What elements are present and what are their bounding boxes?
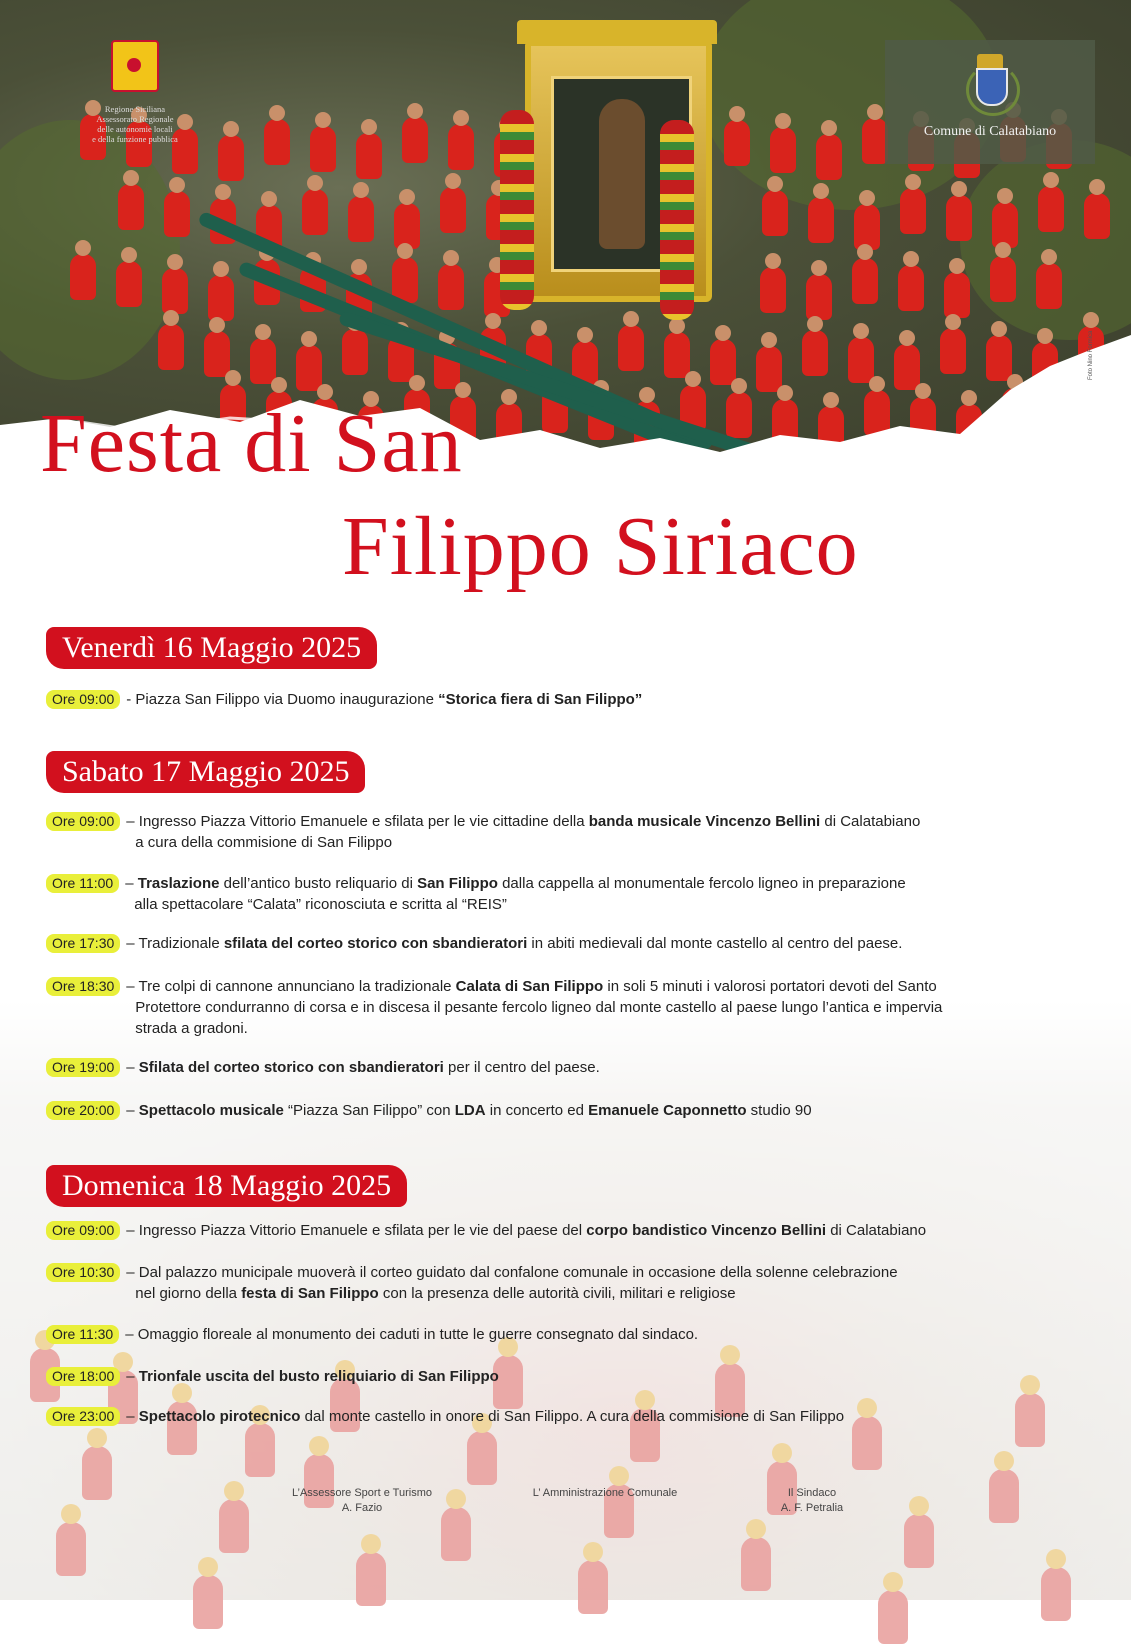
event-text: – Ingresso Piazza Vittorio Emanuele e sfilata per le vie cittadine della: [126, 813, 589, 830]
event-time-badge: Ore 19:00: [46, 1058, 120, 1077]
event-row: [46, 1100, 1106, 1121]
comune-logo: [885, 40, 1095, 164]
saint-bust: [599, 99, 645, 249]
title-line-2: Filippo Siriaco: [342, 500, 859, 593]
event-row: [46, 1262, 1106, 1304]
event-time-badge: Ore 09:00: [46, 812, 120, 831]
event-line: [126, 976, 942, 997]
event-description: [125, 873, 905, 915]
event-line: [126, 1406, 844, 1427]
event-line: [125, 873, 905, 894]
event-description: [126, 689, 642, 710]
municipal-crest-icon: [964, 50, 1016, 112]
faded-figure: [245, 1423, 275, 1477]
event-text: –: [125, 875, 138, 892]
bearer-figure: [356, 133, 382, 179]
event-time-badge: Ore 20:00: [46, 1101, 120, 1120]
bearer-figure: [898, 265, 924, 311]
event-text-bold: Trionfale uscita del busto reliquiario di San Filippo: [138, 1368, 499, 1385]
event-line: [126, 832, 920, 853]
day-heading: Domenica 18 Maggio 2025: [46, 1165, 407, 1207]
bearer-head: [765, 253, 781, 269]
bearer-head: [261, 191, 277, 207]
title-line-1: Festa di San: [40, 397, 463, 490]
bearer-figure: [854, 204, 880, 250]
bearer-head: [121, 247, 137, 263]
bearer-figure: [348, 196, 374, 242]
flower-garland: [500, 110, 534, 310]
event-text: – Tradizionale: [126, 935, 224, 952]
event-text: – Dal palazzo municipale muoverà il corteo guidato dal confalone comunale in occasione della solenne celebrazione: [126, 1264, 898, 1281]
bearer-head: [813, 183, 829, 199]
bearer-head: [351, 259, 367, 275]
bearer-figure: [162, 268, 188, 314]
faded-figure-head: [746, 1519, 766, 1539]
event-text: a cura della commisione di San Filippo: [135, 834, 393, 851]
faded-figure: [356, 1552, 386, 1606]
event-text: –: [126, 1059, 139, 1076]
event-description: [126, 1406, 844, 1427]
bearer-figure: [990, 256, 1016, 302]
event-text-bold: Traslazione: [137, 875, 220, 892]
event-text: –: [126, 1408, 139, 1425]
event-description: [126, 1057, 600, 1078]
photo-credit: Foto Nino Formica: [1088, 330, 1094, 380]
event-text: studio 90: [746, 1102, 812, 1119]
event-row: [46, 873, 1106, 915]
event-row: [46, 1057, 1106, 1078]
bearer-figure: [770, 127, 796, 173]
bearer-head: [169, 177, 185, 193]
event-description: [126, 811, 920, 853]
event-description: [126, 976, 942, 1039]
bearer-figure: [448, 124, 474, 170]
event-row: [46, 1406, 1106, 1427]
signature-assessore: L’Assessore Sport e Turismo A. Fazio: [291, 1487, 432, 1514]
event-row: [46, 689, 1106, 710]
bearer-figure: [310, 126, 336, 172]
bearer-head: [123, 170, 139, 186]
bearer-head: [867, 104, 883, 120]
bearer-head: [903, 251, 919, 267]
event-text: – Ingresso Piazza Vittorio Emanuele e sfilata per le vie del paese del: [126, 1222, 587, 1239]
bearer-head: [445, 173, 461, 189]
event-text-bold: Emanuele Caponnetto: [588, 1102, 747, 1119]
bearer-head: [811, 260, 827, 276]
bearer-head: [75, 240, 91, 256]
event-text-bold: Spettacolo musicale: [138, 1102, 284, 1119]
faded-figure-head: [583, 1542, 603, 1562]
faded-figure: [878, 1590, 908, 1644]
bearer-head: [1041, 249, 1057, 265]
bearer-figure: [944, 272, 970, 318]
event-line: [126, 1283, 897, 1304]
signature-amministrazione: L’ Amministrazione Comunale: [532, 1487, 678, 1499]
event-text: – Omaggio floreale al monumento dei caduti in tutte le guerre consegnato dal sindaco.: [125, 1326, 699, 1343]
faded-figure: [56, 1522, 86, 1576]
event-text-bold: banda musicale Vincenzo Bellini: [588, 813, 821, 830]
event-line: [126, 1366, 499, 1387]
event-text: con la presenza delle autorità civili, militari e religiose: [378, 1285, 736, 1302]
bearer-figure: [946, 195, 972, 241]
bearer-head: [905, 174, 921, 190]
event-text: dell’antico busto reliquario di: [219, 875, 418, 892]
bearer-figure: [394, 203, 420, 249]
event-text: “Piazza San Filippo” con: [283, 1102, 455, 1119]
event-description: [126, 1262, 897, 1304]
bearer-head: [399, 189, 415, 205]
event-line: [126, 689, 642, 710]
bearer-head: [997, 188, 1013, 204]
bearer-figure: [164, 191, 190, 237]
event-time-badge: Ore 09:00: [46, 1221, 120, 1240]
bearer-head: [213, 261, 229, 277]
event-row: [46, 1324, 1106, 1345]
flower-garland: [660, 120, 694, 320]
bearer-head: [397, 243, 413, 259]
faded-figure-head: [883, 1572, 903, 1592]
event-line: [126, 1220, 926, 1241]
faded-figure-head: [720, 1345, 740, 1365]
event-time-badge: Ore 09:00: [46, 690, 120, 709]
event-text: in concerto ed: [485, 1102, 589, 1119]
bearer-figure: [440, 187, 466, 233]
faded-figure-head: [994, 1451, 1014, 1471]
bearer-head: [215, 184, 231, 200]
event-line: [126, 997, 942, 1018]
trinacria-icon: [111, 40, 159, 92]
faded-figure: [1041, 1567, 1071, 1621]
event-row: [46, 976, 1106, 1039]
bearer-head: [767, 176, 783, 192]
event-line: [126, 1057, 600, 1078]
regione-siciliana-logo: [70, 40, 200, 144]
bearer-figure: [724, 120, 750, 166]
event-text-bold: LDA: [454, 1102, 486, 1119]
bearer-head: [167, 254, 183, 270]
event-text-bold: “Storica fiera di San Filippo”: [438, 691, 643, 708]
event-line: [126, 811, 920, 832]
bearer-head: [407, 103, 423, 119]
bearer-figure: [808, 197, 834, 243]
bearer-figure: [762, 190, 788, 236]
bearer-head: [163, 310, 179, 326]
event-text: –: [126, 1102, 139, 1119]
bearer-head: [315, 112, 331, 128]
event-text: – Tre colpi di cannone annunciano la tradizionale: [126, 978, 456, 995]
bearer-head: [775, 113, 791, 129]
regione-text: Regione Siciliana Assessorato Regionale delle autonomie locali e della funzione pubblica: [92, 104, 178, 144]
event-line: [126, 933, 902, 954]
faded-figure-head: [909, 1496, 929, 1516]
event-text-bold: corpo bandistico Vincenzo Bellini: [586, 1222, 827, 1239]
bearer-head: [951, 181, 967, 197]
bearer-head: [729, 106, 745, 122]
comune-name: Comune di Calatabiano: [923, 124, 1057, 139]
event-line: [126, 1262, 897, 1283]
event-text: alla spettacolare “Calata” riconosciuta e scritta al “REIS”: [134, 896, 507, 913]
bearer-head: [1083, 312, 1099, 328]
event-text: di Calatabiano: [820, 813, 921, 830]
bearer-figure: [1038, 186, 1064, 232]
bearer-figure: [402, 117, 428, 163]
faded-figure-head: [1046, 1549, 1066, 1569]
bearer-head: [353, 182, 369, 198]
bearer-figure: [1084, 193, 1110, 239]
faded-figure-head: [772, 1443, 792, 1463]
bearer-head: [949, 258, 965, 274]
day-heading: Venerdì 16 Maggio 2025: [46, 627, 377, 669]
bearer-figure: [116, 261, 142, 307]
faded-figure: [989, 1469, 1019, 1523]
bearer-head: [269, 105, 285, 121]
faded-figure: [904, 1514, 934, 1568]
bearer-head: [453, 110, 469, 126]
event-row: [46, 1366, 1106, 1387]
bearer-figure: [1036, 263, 1062, 309]
event-row: [46, 1220, 1106, 1241]
bearer-figure: [992, 202, 1018, 248]
bearer-head: [361, 119, 377, 135]
faded-figure: [219, 1499, 249, 1553]
bearer-figure: [438, 264, 464, 310]
bearer-head: [485, 313, 501, 329]
event-description: [126, 1100, 811, 1121]
faded-figure: [467, 1431, 497, 1485]
faded-figure-head: [198, 1557, 218, 1577]
event-time-badge: Ore 10:30: [46, 1263, 120, 1282]
faded-figure-head: [609, 1466, 629, 1486]
event-text: Protettore condurranno di corsa e in discesa il pesante fercolo ligneo dal monte castello al paese lungo l’antica e impervia: [135, 999, 943, 1016]
event-description: [125, 1324, 698, 1345]
event-text: nel giorno della: [135, 1285, 242, 1302]
event-text-bold: Sfilata del corteo storico con sbandieratori: [138, 1059, 444, 1076]
bearer-figure: [806, 274, 832, 320]
bearer-figure: [118, 184, 144, 230]
faded-figure-head: [224, 1481, 244, 1501]
bearer-head: [307, 175, 323, 191]
event-time-badge: Ore 11:00: [46, 874, 119, 893]
event-line: [125, 1324, 698, 1345]
event-text: in soli 5 minuti i valorosi portatori devoti del Santo: [603, 978, 937, 995]
event-text: di Calatabiano: [826, 1222, 927, 1239]
bearer-head: [1043, 172, 1059, 188]
event-text: per il centro del paese.: [443, 1059, 600, 1076]
bearer-figure: [760, 267, 786, 313]
bearer-figure: [70, 254, 96, 300]
bearer-head: [859, 190, 875, 206]
faded-figure: [193, 1575, 223, 1629]
event-line: [125, 894, 905, 915]
event-time-badge: Ore 17:30: [46, 934, 120, 953]
event-line: [126, 1018, 942, 1039]
event-time-badge: Ore 23:00: [46, 1407, 120, 1426]
bearer-head: [857, 244, 873, 260]
bearer-head: [443, 250, 459, 266]
faded-figure: [741, 1537, 771, 1591]
bearer-figure: [302, 189, 328, 235]
bearer-head: [623, 311, 639, 327]
faded-figure-head: [361, 1534, 381, 1554]
event-text: dalla cappella al monumentale fercolo ligneo in preparazione: [497, 875, 906, 892]
event-text-bold: Spettacolo pirotecnico: [138, 1408, 301, 1425]
event-text: strada a gradoni.: [135, 1020, 248, 1037]
faded-figure: [82, 1446, 112, 1500]
signature-sindaco: Il Sindaco A. F. Petralia: [780, 1487, 844, 1514]
event-text-bold: sfilata del corteo storico con sbandieratori: [223, 935, 528, 952]
bearer-figure: [208, 275, 234, 321]
event-time-badge: Ore 18:30: [46, 977, 120, 996]
event-text-bold: Calata di San Filippo: [455, 978, 604, 995]
bearer-head: [223, 121, 239, 137]
bearer-head: [945, 314, 961, 330]
bearer-figure: [852, 258, 878, 304]
faded-figure-head: [61, 1504, 81, 1524]
day-heading: Sabato 17 Maggio 2025: [46, 751, 365, 793]
event-text-bold: festa di San Filippo: [241, 1285, 379, 1302]
faded-figure-head: [309, 1436, 329, 1456]
event-time-badge: Ore 18:00: [46, 1367, 120, 1386]
bearer-head: [995, 242, 1011, 258]
event-row: [46, 811, 1106, 853]
event-description: [126, 1366, 499, 1387]
bearer-figure: [816, 134, 842, 180]
event-time-badge: Ore 11:30: [46, 1325, 119, 1344]
fercolo-roof: [517, 20, 717, 44]
bearer-head: [821, 120, 837, 136]
bearer-figure: [218, 135, 244, 181]
event-text-bold: San Filippo: [417, 875, 498, 892]
event-text: dal monte castello in onore di San Filippo. A cura della commisione di San Filippo: [300, 1408, 845, 1425]
event-row: [46, 933, 1106, 954]
faded-figure: [578, 1560, 608, 1614]
event-text: in abiti medievali dal monte castello al centro del paese.: [527, 935, 903, 952]
bearer-head: [1089, 179, 1105, 195]
event-line: [126, 1100, 811, 1121]
bearer-figure: [900, 188, 926, 234]
event-text: –: [126, 1368, 139, 1385]
faded-figure-head: [87, 1428, 107, 1448]
bearer-figure: [264, 119, 290, 165]
event-text: - Piazza San Filippo via Duomo inaugurazione: [126, 691, 439, 708]
event-description: [126, 1220, 926, 1241]
event-description: [126, 933, 902, 954]
